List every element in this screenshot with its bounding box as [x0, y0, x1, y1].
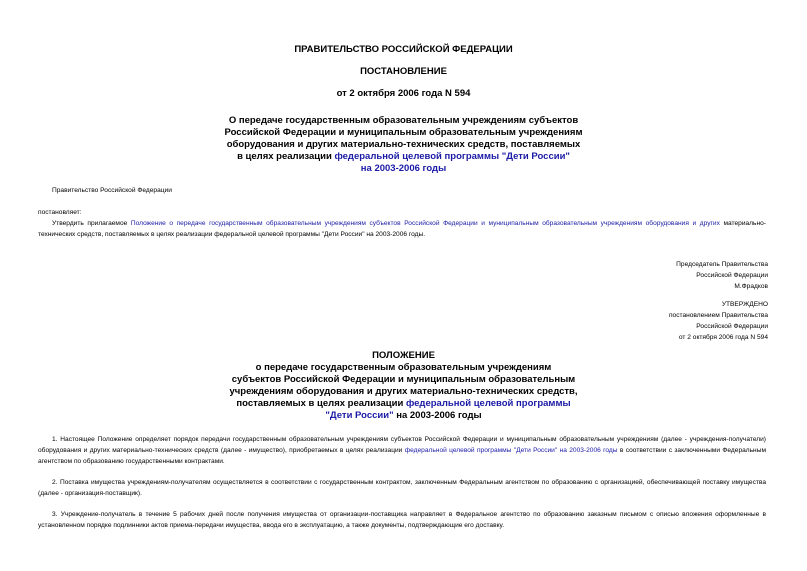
regulation-line-4: [0, 398, 807, 410]
paragraph-3: 3. Учреждение-получатель в течение 5 рабочих дней после получения имущества от организации-поставщика направляет в Федеральное агентство по образованию заказным письмом с описью вложения оформленные в установленном порядке подлинники актов приема-передачи имущества, ввода его в эксплуатацию, а также документы, подтверждающие его доставку.: [38, 511, 766, 529]
regulation-line-4-text: поставляемых в целях реализации: [236, 398, 406, 409]
document-title: [0, 115, 807, 175]
regulation-line-2: субъектов Российской Федерации и муниципальным образовательным: [231, 374, 576, 385]
paragraph-1-program-link[interactable]: федеральной целевой программы "Дети России" на 2003-2006 годы: [404, 447, 618, 454]
program-link[interactable]: федеральной целевой программы "Дети России": [334, 151, 570, 162]
signature-country: Российской Федерации: [696, 272, 768, 279]
approved-label: УТВЕРЖДЕНО: [721, 301, 768, 308]
resolves-text: постановляет:: [38, 209, 82, 216]
regulation-line-5-text: на 2003-2006 годы: [393, 410, 482, 421]
title-line-3: оборудования и других материально-технических средств, поставляемых: [226, 139, 581, 150]
regulation-program-link[interactable]: федеральной целевой программы: [405, 398, 571, 409]
title-line-4-text: в целях реализации: [237, 151, 335, 162]
government-line: Правительство Российской Федерации: [52, 187, 172, 194]
paragraph-1-text-a: 1. Настоящее Положение определяет порядок передачи государственным образовательным учреждениям субъектов Российской Федерации и муниципальным образовательным учреждениям (далее - учреждения-получатели) оборудования и других материально-технических средств (далее - имущество), приобретаемых в целях реализации: [38, 436, 766, 454]
program-years-link[interactable]: на 2003-2006 годы: [360, 163, 447, 174]
government-heading: ПРАВИТЕЛЬСТВО РОССИЙСКОЙ ФЕДЕРАЦИИ: [294, 44, 513, 55]
approved-country: Российской Федерации: [696, 323, 768, 330]
paragraph-1-text-b: в соответствии с заключенными Федеральным агентством по образованию государственными контрактами.: [38, 447, 766, 465]
approve-paragraph: [38, 218, 766, 240]
title-line-2: Российской Федерации и муниципальным образовательным учреждениям: [224, 127, 583, 138]
paragraph-2: 2. Поставка имущества учреждениям-получателям осуществляется в соответствии с государственным контрактом, заключенным Федеральным агентством по образованию с организацией, обеспечивающей поставку имущества (далее - организация-поставщик).: [38, 479, 766, 497]
title-line-1: О передаче государственным образовательным учреждениям субъектов: [228, 115, 579, 126]
approve-text: Утвердить прилагаемое: [52, 220, 131, 227]
approval-block: [500, 299, 768, 343]
regulation-line-5: [0, 410, 807, 422]
approve-continuation: материально-технических средств, поставляемых в целях реализации федеральной целевой программы "Дети России" на 2003-2006 годы.: [38, 220, 766, 238]
regulation-heading: ПОЛОЖЕНИЕ: [372, 350, 435, 361]
signature-title: Председатель Правительства: [676, 261, 768, 268]
regulation-link[interactable]: Положение о передаче государственным образовательным учреждениям субъектов Российской Федерации и муниципальным образовательным учреждениям оборудования и других: [130, 220, 720, 227]
title-line-4: [0, 151, 807, 163]
document-type: ПОСТАНОВЛЕНИЕ: [360, 66, 447, 77]
paragraph-1: [38, 434, 766, 467]
signature-name: М.Фрадков: [734, 283, 768, 290]
signature-block: [500, 259, 768, 292]
regulation-program-name-link[interactable]: "Дети России": [325, 410, 394, 421]
regulation-line-3: учреждениям оборудования и других материально-технических средств,: [229, 386, 578, 397]
regulation-heading-block: [0, 350, 807, 422]
approved-date: от 2 октября 2006 года N 594: [678, 334, 768, 341]
approved-by: постановлением Правительства: [668, 312, 768, 319]
regulation-line-1: о передаче государственным образовательным учреждениям: [255, 362, 552, 373]
document-date-number: от 2 октября 2006 года N 594: [336, 88, 471, 99]
